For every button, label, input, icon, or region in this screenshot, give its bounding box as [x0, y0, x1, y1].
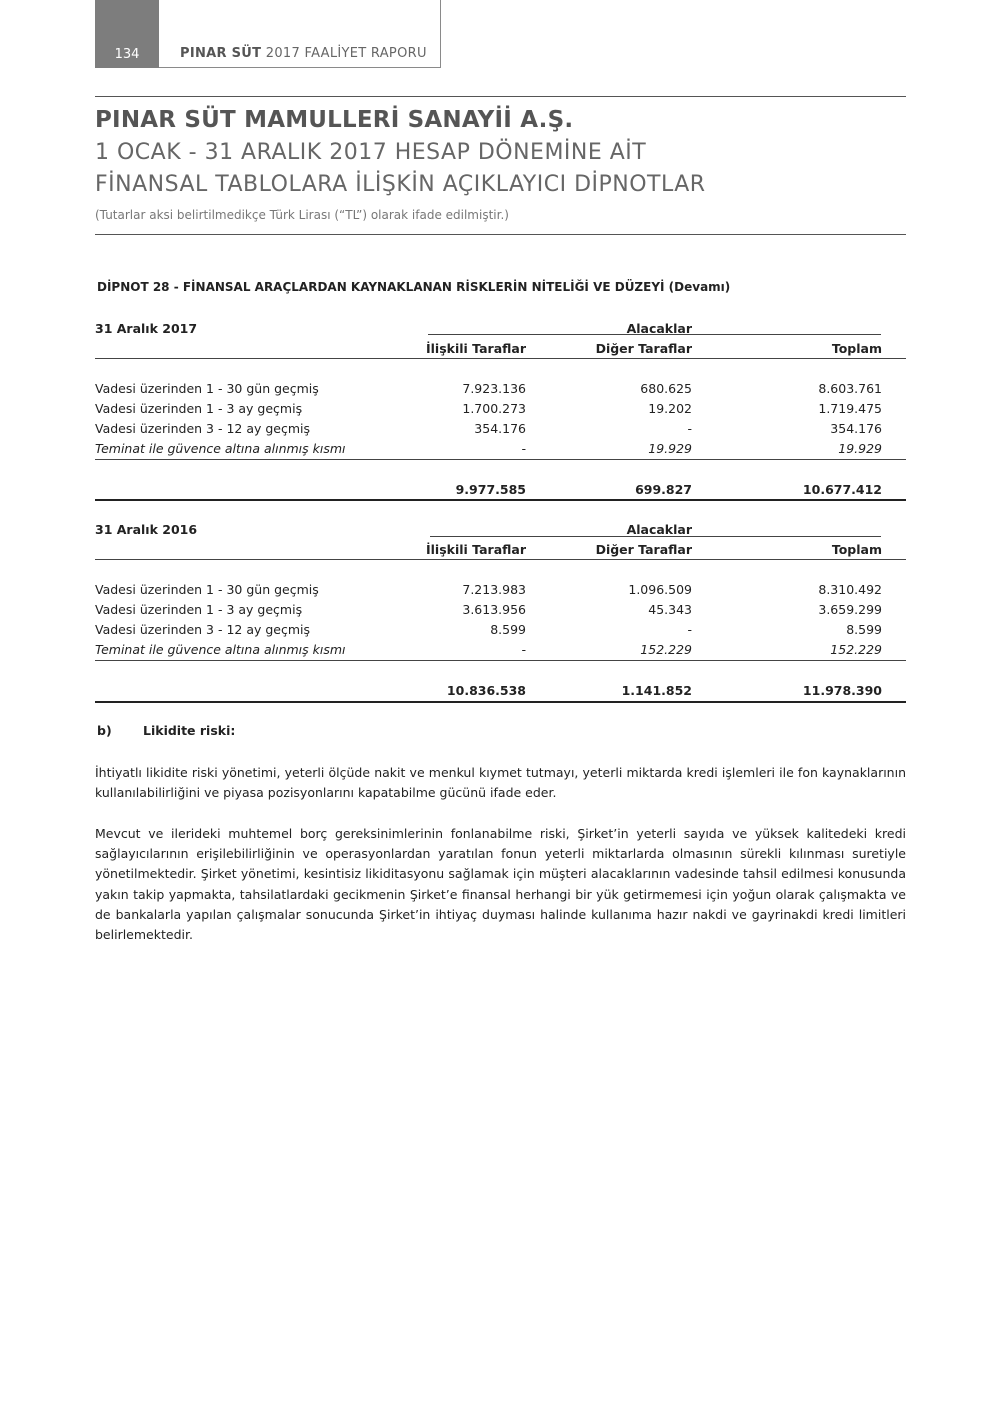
header-rule: [95, 358, 906, 359]
title-line-1: 1 OCAK - 31 ARALIK 2017 HESAP DÖNEMİNE AİT: [95, 140, 647, 165]
column-header: İlişkili Taraflar: [426, 542, 526, 557]
subsection-heading: Likidite riski:: [143, 723, 236, 738]
cell-value: 1.719.475: [818, 401, 882, 416]
cell-value: 3.659.299: [818, 602, 882, 617]
page-number: 134: [95, 0, 159, 68]
table-period: 31 Aralık 2017: [95, 321, 198, 336]
currency-note: (Tutarlar aksi belirtilmedikçe Türk Lirası (“TL”) olarak ifade edilmiştir.): [95, 208, 509, 222]
column-header: Diğer Taraflar: [595, 341, 692, 356]
row-label: Teminat ile güvence altına alınmış kısmı: [95, 441, 346, 456]
cell-value: 354.176: [830, 421, 882, 436]
cell-value: -: [521, 441, 526, 456]
cell-value: 8.603.761: [818, 381, 882, 396]
header-rule: [95, 559, 906, 560]
row-label: Vadesi üzerinden 1 - 30 gün geçmiş: [95, 582, 319, 597]
total-rule: [95, 499, 906, 501]
subtotal-rule: [95, 660, 906, 661]
cell-value: 19.929: [838, 441, 882, 456]
cell-value: 7.923.136: [462, 381, 526, 396]
title-line-2: FİNANSAL TABLOLARA İLİŞKİN AÇIKLAYICI DİPNOTLAR: [95, 172, 706, 197]
table-period: 31 Aralık 2016: [95, 522, 198, 537]
section-heading: DİPNOT 28 - FİNANSAL ARAÇLARDAN KAYNAKLANAN RİSKLERİN NİTELİĞİ VE DÜZEYİ (Devamı): [97, 280, 731, 294]
total-value: 699.827: [635, 482, 692, 497]
column-group-header: Alacaklar: [626, 522, 692, 537]
cell-value: 1.096.509: [628, 582, 692, 597]
row-label: Vadesi üzerinden 1 - 30 gün geçmiş: [95, 381, 319, 396]
cell-value: 8.599: [846, 622, 882, 637]
title-bottom-rule: [95, 234, 906, 235]
cell-value: 45.343: [648, 602, 692, 617]
column-header: Diğer Taraflar: [595, 542, 692, 557]
cell-value: 354.176: [474, 421, 526, 436]
group-underline: [428, 334, 881, 335]
total-value: 10.836.538: [446, 683, 526, 698]
row-label: Vadesi üzerinden 1 - 3 ay geçmiş: [95, 401, 303, 416]
cell-value: 152.229: [640, 642, 692, 657]
column-header: Toplam: [831, 341, 882, 356]
cell-value: 1.700.273: [462, 401, 526, 416]
cell-value: 8.310.492: [818, 582, 882, 597]
running-header-brand: PINAR SÜT: [180, 46, 262, 61]
subtotal-rule: [95, 459, 906, 460]
cell-value: 19.929: [648, 441, 692, 456]
company-name: PINAR SÜT MAMULLERİ SANAYİİ A.Ş.: [95, 107, 574, 133]
total-value: 1.141.852: [621, 683, 692, 698]
title-top-rule: [95, 96, 906, 97]
running-header-title: 2017 FAALİYET RAPORU: [265, 46, 427, 61]
row-label: Vadesi üzerinden 3 - 12 ay geçmiş: [95, 622, 311, 637]
paragraph: İhtiyatlı likidite riski yönetimi, yeterli ölçüde nakit ve menkul kıymet tutmayı, yeterli miktarda kredi işlemleri ile fon kaynaklarının kullanılabilirliğini ve piyasa pozisyonlarını kapatabilme gücünü ifade eder.: [95, 765, 906, 801]
total-rule: [95, 701, 906, 703]
cell-value: 8.599: [490, 622, 526, 637]
column-group-header: Alacaklar: [626, 321, 692, 336]
row-label: Vadesi üzerinden 3 - 12 ay geçmiş: [95, 421, 311, 436]
total-value: 10.677.412: [802, 482, 882, 497]
row-label: Vadesi üzerinden 1 - 3 ay geçmiş: [95, 602, 303, 617]
cell-value: 3.613.956: [462, 602, 526, 617]
cell-value: 680.625: [640, 381, 692, 396]
subsection-marker: b): [97, 723, 112, 738]
paragraph: Mevcut ve ilerideki muhtemel borç gereksinimlerinin fonlanabilme riski, Şirket’in yeterli sayıda ve yüksek kalitedeki kredi sağlayıcılarının erişilebilirliğinin ve operasyonlardan yaratılan fonun yeterli miktarlarda olmasının sürekli kılınması suretiyle yönetilmektedir. Şirket yönetimi, kesintisiz likiditasyonu sağlamak için müşteri alacaklarının vadesinde tahsil edilmesi konusunda yakın takip yapmakta, tahsilatlardaki gecikmenin Şirket’e finansal herhangi bir yük getirmemesi için yoğun olarak çalışmakta ve de bankalarla yapılan çalışmalar sonucunda Şirket’in ihtiyaç duyması halinde kullanıma hazır nakdi ve gayrinakdi kredi limitleri belirlemektedir.: [95, 826, 906, 943]
total-value: 11.978.390: [802, 683, 882, 698]
row-label: Teminat ile güvence altına alınmış kısmı: [95, 642, 346, 657]
total-value: 9.977.585: [455, 482, 526, 497]
cell-value: 152.229: [830, 642, 882, 657]
cell-value: -: [687, 622, 692, 637]
cell-value: -: [687, 421, 692, 436]
cell-value: 7.213.983: [462, 582, 526, 597]
column-header: Toplam: [831, 542, 882, 557]
running-header: [180, 46, 427, 61]
cell-value: -: [521, 642, 526, 657]
column-header: İlişkili Taraflar: [426, 341, 526, 356]
group-underline: [430, 536, 881, 537]
cell-value: 19.202: [648, 401, 692, 416]
